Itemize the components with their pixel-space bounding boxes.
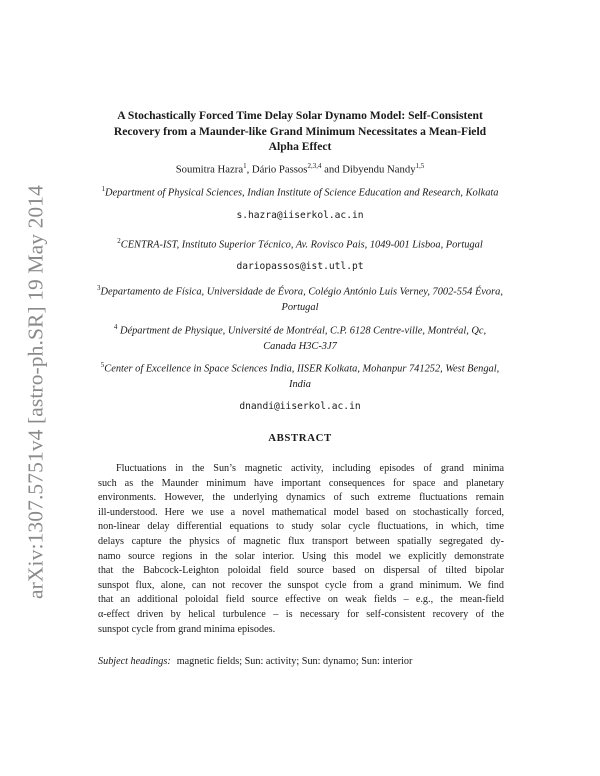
author-separator: , xyxy=(246,163,252,176)
abstract-line: ill-understood. Here we use a novel mathematical model based on stochastically forced, xyxy=(98,506,504,518)
affiliation-number: 3 xyxy=(97,284,101,292)
affiliation-4 xyxy=(70,320,530,354)
author-separator: and xyxy=(321,163,343,176)
author-name: Dário Passos xyxy=(251,163,308,176)
abstract-line: α-effect driven by helical turbulence – is necessary for self-consistent recovery of the xyxy=(98,608,504,620)
affiliation-text: Canada H3C-3J7 xyxy=(263,340,337,352)
abstract-line: environments. However, the underlying dynamics of such extreme fluctuations remain xyxy=(98,492,504,504)
affiliation-1 xyxy=(70,182,530,201)
abstract-line: namo source regions in the solar interior. Using this model we explicitly demonstrate xyxy=(98,550,504,562)
subject-headings-label: Subject headings: xyxy=(98,656,171,667)
abstract-line: sunspot cycle from grand minima episodes. xyxy=(98,623,276,635)
author-list xyxy=(0,162,600,176)
subject-headings-value: magnetic fields; Sun: activity; Sun: dynamo; Sun: interior xyxy=(176,656,413,667)
affiliation-number: 1 xyxy=(101,185,105,193)
email-link[interactable]: dnandi@iiserkol.ac.in xyxy=(239,401,361,412)
affiliation-text: India xyxy=(289,378,311,390)
abstract-line: sunspot flux, alone, can not recover the sunspot cycle from a grand minimum. We find xyxy=(98,579,504,591)
abstract-line: delays capture the physics of magnetic flux transport between spatially segregated dy- xyxy=(98,535,504,547)
affiliation-text: CENTRA-IST, Instituto Superior Técnico, Av. Rovisco Pais, 1049-001 Lisboa, Portugal xyxy=(120,239,483,251)
affiliation-text: Department of Physical Sciences, Indian Institute of Science Education and Research, Kolkata xyxy=(105,187,499,199)
author-affiliation-marker: 2,3,4 xyxy=(307,162,322,170)
title-line: Alpha Effect xyxy=(268,140,332,153)
arxiv-identifier: arXiv:1307.5751v4 [astro-ph.SR] 19 May 2014 xyxy=(23,185,48,599)
author-name: Dibyendu Nandy xyxy=(342,163,416,176)
abstract-line: Fluctuations in the Sun’s magnetic activity, including episodes of grand minima xyxy=(116,463,504,474)
affiliation-text: Center of Excellence in Space Sciences India, IISER Kolkata, Mohanpur 741252, West Bengal, xyxy=(104,363,500,375)
abstract-heading: ABSTRACT xyxy=(268,432,332,444)
author-name: Soumitra Hazra xyxy=(175,163,244,176)
abstract-line: such as the Maunder minimum have important consequences for space and planetary xyxy=(98,477,504,489)
title-line: Recovery from a Maunder-like Grand Minimum Necessitates a Mean-Field xyxy=(113,124,487,138)
affiliation-text: Portugal xyxy=(281,301,319,313)
paper-title xyxy=(80,108,520,155)
abstract-line: non-linear delay differential equations to study solar cycle fluctuations, in which, time xyxy=(98,521,504,533)
affiliation-number: 2 xyxy=(117,237,121,245)
title-line: A Stochastically Forced Time Delay Solar Dynamo Model: Self-Consistent xyxy=(117,109,483,122)
affiliation-2 xyxy=(70,234,530,253)
affiliation-number: 4 xyxy=(113,323,118,331)
abstract-line: that an additional poloidal field source effective on weak fields – e.g., the mean-field xyxy=(98,594,504,606)
abstract-line: that the Babcock-Leighton poloidal field source based on dispersal of tilted bipolar xyxy=(98,565,504,577)
subject-headings xyxy=(98,656,412,667)
email-link[interactable]: s.hazra@iiserkol.ac.in xyxy=(236,210,364,221)
affiliation-number: 5 xyxy=(100,361,105,369)
email-link[interactable]: dariopassos@ist.utl.pt xyxy=(236,261,364,272)
author-affiliation-marker: 1,5 xyxy=(415,162,425,170)
affiliation-text: Departamento de Física, Universidade de Évora, Colégio António Luis Verney, 7002-554 Évora, xyxy=(100,286,503,298)
affiliation-3 xyxy=(70,281,530,315)
affiliation-text: Départment de Physique, Université de Montréal, C.P. 6128 Centre-ville, Montréal, Qc, xyxy=(119,325,487,337)
abstract-body xyxy=(98,462,504,637)
affiliation-5 xyxy=(70,358,530,392)
author-affiliation-marker: 1 xyxy=(243,162,247,170)
